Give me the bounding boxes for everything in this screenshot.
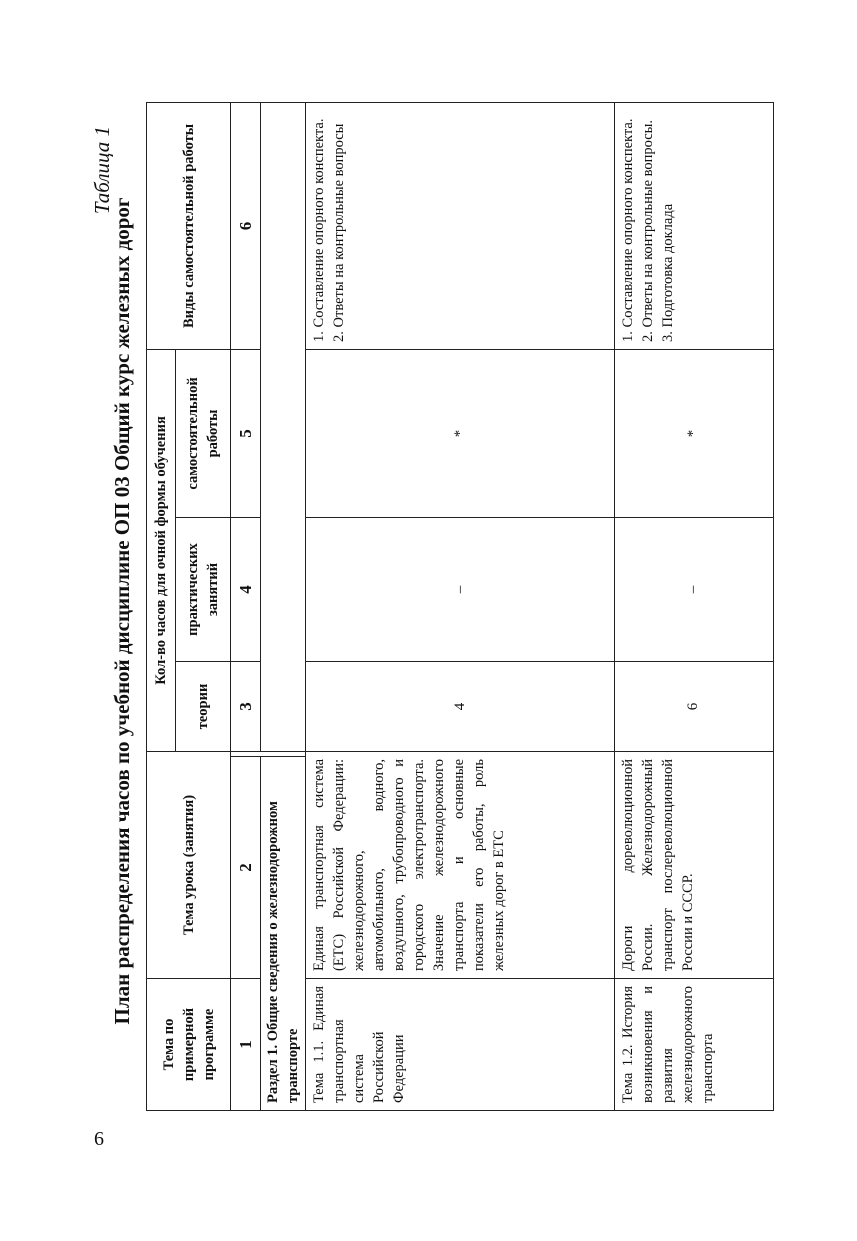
hours-distribution-table [146, 102, 774, 1111]
self-work-item: 2. Ответы на контрольные вопросы [331, 123, 348, 342]
self-study-hours-cell: * [306, 349, 614, 517]
self-work-item: 2. Ответы на контрольные вопросы. [639, 119, 656, 342]
column-number: 2 [231, 757, 261, 979]
column-divider [261, 751, 306, 756]
program-topic-cell: Тема 1.1. Единая транспортная система Российской Федерации [306, 979, 614, 1111]
header-practical: практических занятий [176, 517, 231, 661]
column-divider [231, 751, 261, 756]
theory-hours-cell: 4 [306, 661, 614, 751]
table-caption: Таблица 1 [90, 126, 114, 215]
lesson-topic-cell: Дороги дореволюционной России. Железнодорожный транспорт послереволюционной России и СССР. [614, 751, 773, 978]
self-work-types-cell [614, 102, 773, 349]
practical-hours-cell: – [306, 517, 614, 661]
column-number: 4 [231, 517, 261, 661]
program-topic-cell: Тема 1.2. История возникновения и развития железнодорожного транспорта [614, 979, 773, 1111]
header-program-topic: Тема по примерной программе [147, 979, 231, 1111]
header-self-work-types: Виды самостоятельной работы [147, 102, 231, 349]
lesson-topic-cell: Единая транспортная система (ЕТС) Российской Федерации: железнодорожного, автомобильного, водного, воздушного, трубопроводного и городского электротранспорта. Значение железнодорожного транспорта и основные показатели его работы, роль железных дорог в ЕТС [306, 751, 614, 978]
column-number: 1 [231, 979, 261, 1111]
column-number: 5 [231, 349, 261, 517]
section-title: Раздел 1. Общие сведения о железнодорожном транспорте [261, 757, 306, 1111]
self-work-item: 3. Подготовка доклада [659, 203, 676, 342]
column-number: 6 [231, 102, 261, 349]
table-row [614, 102, 773, 1110]
header-theory: теории [176, 661, 231, 751]
page-number: 6 [94, 1128, 104, 1150]
table-title: План распределения часов по учебной дисциплине ОП 03 Общий курс железных дорог [110, 197, 134, 1025]
self-work-item: 1. Составление опорного конспекта. [619, 118, 636, 342]
self-work-types-cell [306, 102, 614, 349]
column-number: 3 [231, 661, 261, 751]
header-lesson-topic: Тема урока (занятия) [147, 751, 231, 978]
header-hours-group: Кол-во часов для очной формы обучения [147, 349, 176, 751]
theory-hours-cell: 6 [614, 661, 773, 751]
self-work-item: 1. Составление опорного конспекта. [311, 118, 328, 342]
practical-hours-cell: – [614, 517, 773, 661]
table-row [306, 102, 614, 1110]
self-study-hours-cell: * [614, 349, 773, 517]
section-title-filler [261, 102, 306, 751]
header-self-study: самостоятельной работы [176, 349, 231, 517]
